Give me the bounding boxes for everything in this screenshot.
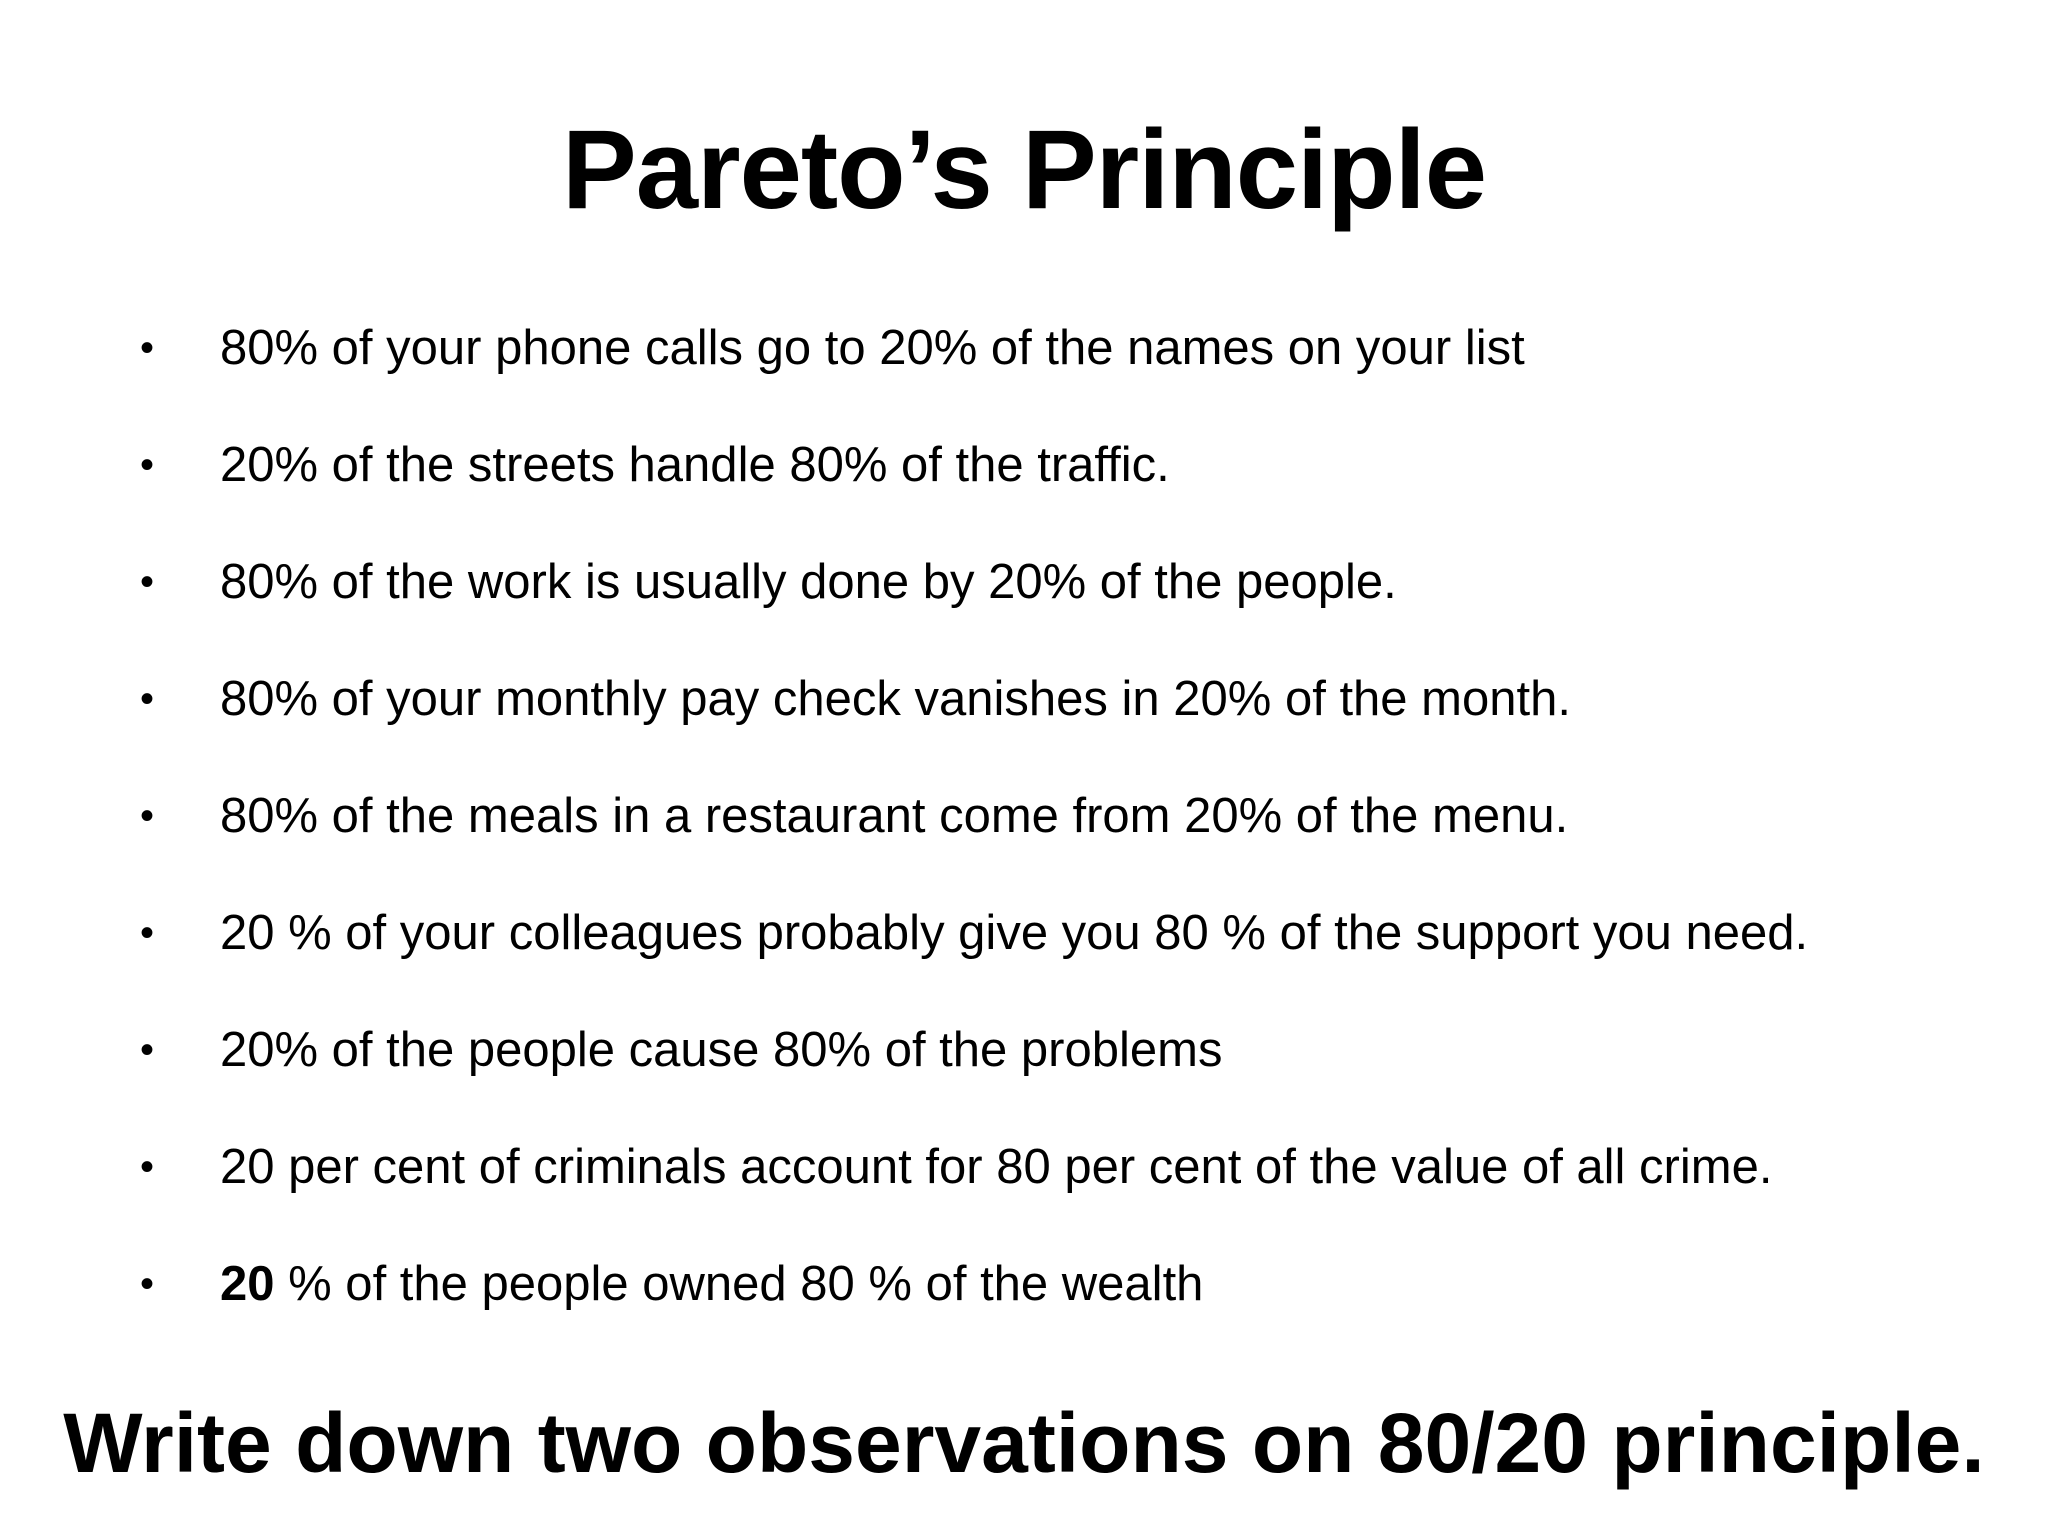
bullet-text: 20% of the people cause 80% of the problems bbox=[220, 1023, 1223, 1077]
bullet-icon: • bbox=[140, 1145, 155, 1189]
bullet-icon: • bbox=[140, 1262, 155, 1306]
list-item bbox=[140, 776, 2000, 893]
bullet-text: 80% of your monthly pay check vanishes in 20% of the month. bbox=[220, 672, 1571, 726]
bullet-icon: • bbox=[140, 794, 155, 838]
bullet-icon: • bbox=[140, 911, 155, 955]
list-item bbox=[140, 1010, 2000, 1127]
bullet-icon: • bbox=[140, 443, 155, 487]
slide-title: Pareto’s Principle bbox=[562, 107, 1486, 232]
list-item bbox=[140, 425, 2000, 542]
list-item bbox=[140, 1244, 2000, 1361]
bullet-text-rest: % of the people owned 80 % of the wealth bbox=[274, 1257, 1204, 1311]
list-item bbox=[140, 542, 2000, 659]
list-item bbox=[140, 893, 2000, 1010]
list-item bbox=[140, 308, 2000, 425]
bullet-icon: • bbox=[140, 560, 155, 604]
bullet-text: 80% of the work is usually done by 20% of the people. bbox=[220, 555, 1397, 609]
bold-number: 20 bbox=[220, 1257, 275, 1311]
bullet-list bbox=[140, 308, 2000, 1361]
bullet-icon: • bbox=[140, 326, 155, 370]
list-item bbox=[140, 659, 2000, 776]
bullet-text: 20 % of your colleagues probably give you 80 % of the support you need. bbox=[220, 906, 1809, 960]
bullet-icon: • bbox=[140, 677, 155, 721]
bullet-text: 80% of the meals in a restaurant come from 20% of the menu. bbox=[220, 789, 1569, 843]
bullet-text: 20% of the streets handle 80% of the traffic. bbox=[220, 438, 1170, 492]
list-item bbox=[140, 1127, 2000, 1244]
bullet-text bbox=[220, 1244, 1203, 1324]
bullet-text: 20 per cent of criminals account for 80 per cent of the value of all crime. bbox=[220, 1140, 1773, 1194]
bullet-text: 80% of your phone calls go to 20% of the names on your list bbox=[220, 321, 1525, 375]
footer-instruction: Write down two observations on 80/20 principle. bbox=[63, 1396, 1985, 1490]
bullet-icon: • bbox=[140, 1028, 155, 1072]
